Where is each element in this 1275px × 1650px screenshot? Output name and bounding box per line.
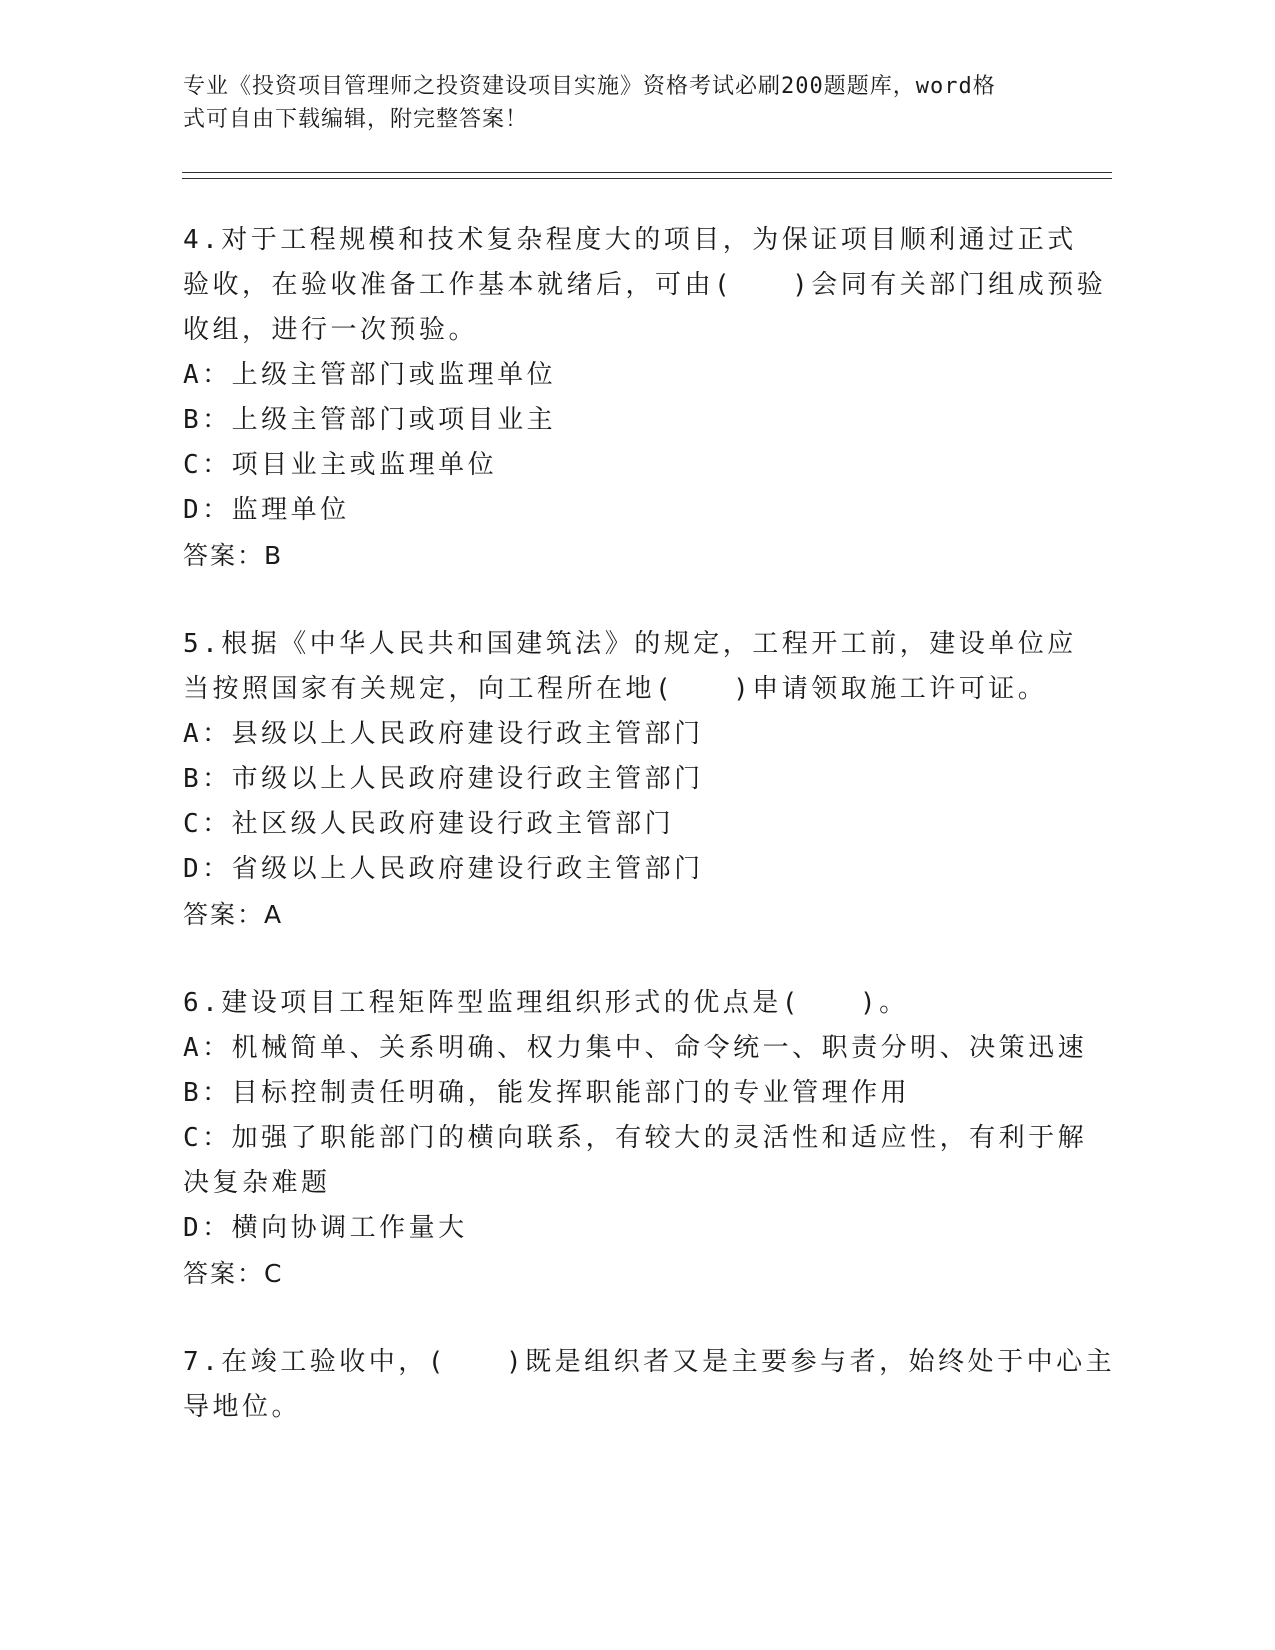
question-stem-line: 验收，在验收准备工作基本就绪后，可由( )会同有关部门组成预验: [183, 270, 1107, 300]
option-d: D：监理单位: [183, 495, 350, 525]
option-c: C：社区级人民政府建设行政主管部门: [183, 809, 675, 839]
header-divider-top: [182, 172, 1112, 173]
option-c-continued: 决复杂难题: [183, 1168, 331, 1198]
option-b: B：市级以上人民政府建设行政主管部门: [183, 764, 704, 794]
question-stem-line: 7.在竣工验收中，( )既是组织者又是主要参与者，始终处于中心主: [183, 1347, 1116, 1377]
document-header: [183, 70, 1073, 136]
question-6: [183, 981, 1088, 1296]
header-line: 式可自由下载编辑，附完整答案！: [183, 107, 529, 132]
option-d: D：省级以上人民政府建设行政主管部门: [183, 854, 704, 884]
question-stem-line: 当按照国家有关规定，向工程所在地( )申请领取施工许可证。: [183, 674, 1048, 704]
answer-label: 答案：C: [183, 1259, 284, 1288]
option-b: B：目标控制责任明确，能发挥职能部门的专业管理作用: [183, 1078, 911, 1108]
option-a: A：机械简单、关系明确、权力集中、命令统一、职责分明、决策迅速: [183, 1033, 1088, 1063]
question-stem-line: 6.建设项目工程矩阵型监理组织形式的优点是( )。: [183, 988, 909, 1018]
question-stem-line: 收组，进行一次预验。: [183, 315, 479, 345]
question-stem-line: 5.根据《中华人民共和国建筑法》的规定，工程开工前，建设单位应: [183, 629, 1077, 659]
question-stem-line: 4.对于工程规模和技术复杂程度大的项目，为保证项目顺利通过正式: [183, 225, 1077, 255]
question-7: [183, 1340, 1116, 1430]
option-a: A：县级以上人民政府建设行政主管部门: [183, 719, 704, 749]
option-c: C：项目业主或监理单位: [183, 450, 498, 480]
option-c: C：加强了职能部门的横向联系，有较大的灵活性和适应性，有利于解: [183, 1123, 1088, 1153]
answer-label: 答案：B: [183, 541, 284, 570]
option-b: B：上级主管部门或项目业主: [183, 405, 557, 435]
header-line: 专业《投资项目管理师之投资建设项目实施》资格考试必刷200题题库，word格: [183, 74, 996, 99]
option-d: D：横向协调工作量大: [183, 1213, 468, 1243]
header-divider-bottom: [182, 178, 1112, 179]
question-list: [183, 218, 1116, 1474]
answer-label: 答案：A: [183, 900, 284, 929]
question-4: [183, 218, 1107, 578]
option-a: A：上级主管部门或监理单位: [183, 360, 557, 390]
question-5: [183, 622, 1083, 937]
question-stem-line: 导地位。: [183, 1392, 302, 1422]
